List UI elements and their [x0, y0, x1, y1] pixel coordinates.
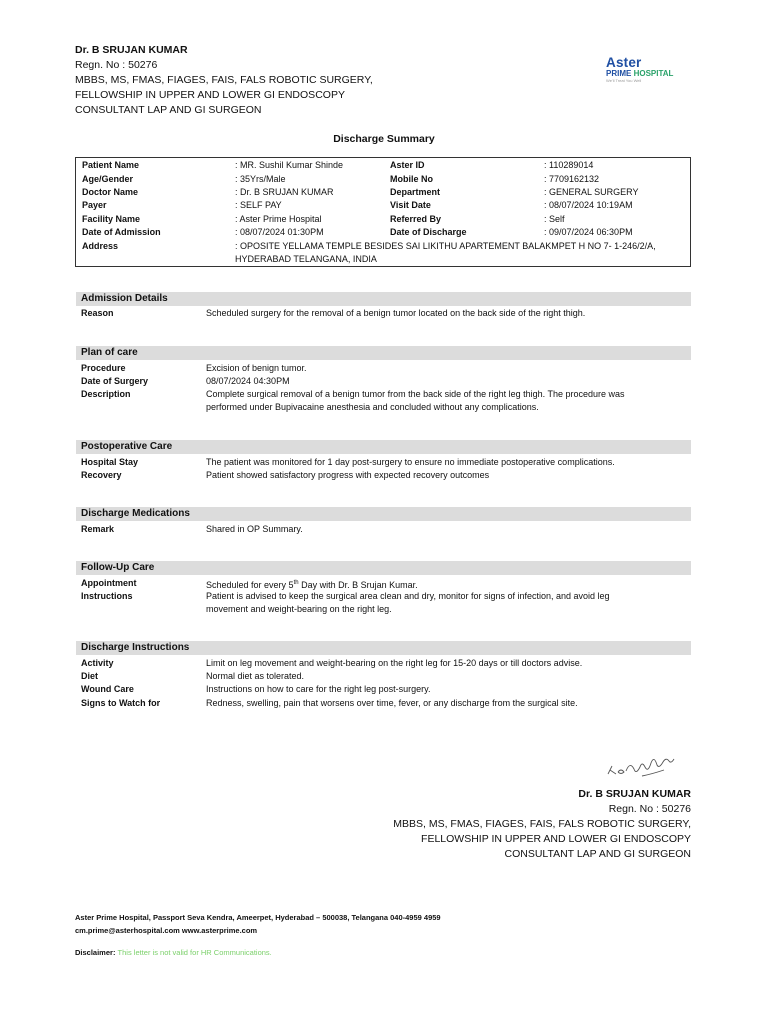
surgery-date-label: Date of Surgery	[81, 376, 149, 386]
hospital-logo	[606, 56, 684, 83]
admission-date-label: Date of Admission	[82, 227, 161, 237]
payer-value: : SELF PAY	[235, 200, 282, 210]
signature-doctor-name: Dr. B SRUJAN KUMAR	[578, 788, 691, 800]
logo-tagline: We'll Treat You Well	[606, 78, 642, 83]
section-heading-follow-up: Follow-Up Care	[76, 561, 691, 575]
signs-label: Signs to Watch for	[81, 698, 161, 708]
address-line-1: : OPOSITE YELLAMA TEMPLE BESIDES SAI LIKITHU APARTEMENT BALAKMPET H NO 7- 1-246/2/A,	[235, 241, 656, 251]
reason-label: Reason	[81, 308, 114, 318]
patient-name-value: : MR. Sushil Kumar Shinde	[235, 160, 344, 170]
disclaimer-text: This letter is not valid for HR Communications.	[117, 948, 272, 957]
doctor-header	[75, 43, 373, 118]
disclaimer-label: Disclaimer:	[75, 948, 116, 957]
signature-fellowship: FELLOWSHIP IN UPPER AND LOWER GI ENDOSCOPY	[421, 833, 691, 845]
signature-regn: Regn. No : 50276	[608, 803, 691, 815]
aster-id-label: Aster ID	[390, 160, 425, 170]
age-gender-label: Age/Gender	[82, 174, 134, 184]
referred-by-value: : Self	[544, 214, 565, 224]
description-label: Description	[81, 389, 131, 399]
instructions-line-1: Patient is advised to keep the surgical area clean and dry, monitor for signs of infection, and avoid leg	[206, 591, 610, 601]
section-heading-admission: Admission Details	[76, 292, 691, 306]
instructions-label: Instructions	[81, 591, 133, 601]
section-heading-postoperative: Postoperative Care	[76, 440, 691, 454]
signs-value: Redness, swelling, pain that worsens over time, fever, or any discharge from the surgical site.	[206, 698, 578, 708]
section-heading-discharge-instructions: Discharge Instructions	[76, 641, 691, 655]
visit-date-label: Visit Date	[390, 200, 431, 210]
footer-address: Aster Prime Hospital, Passport Seva Kendra, Ameerpet, Hyderabad – 500038, Telangana 040-4959 4959	[75, 913, 441, 922]
doctor-designation: CONSULTANT LAP AND GI SURGEON	[75, 104, 262, 116]
signature-designation: CONSULTANT LAP AND GI SURGEON	[504, 848, 691, 860]
age-gender-value: : 35Yrs/Male	[235, 174, 286, 184]
diet-value: Normal diet as tolerated.	[206, 671, 305, 681]
discharge-date-value: : 09/07/2024 06:30PM	[544, 227, 633, 237]
appointment-ordinal: th	[293, 580, 299, 586]
patient-name-label: Patient Name	[82, 160, 140, 170]
footer-contact[interactable]: cm.prime@asterhospital.com www.asterprime.com	[75, 926, 258, 935]
wound-care-value: Instructions on how to care for the right leg post-surgery.	[206, 684, 431, 694]
procedure-label: Procedure	[81, 363, 126, 373]
admission-date-value: : 08/07/2024 01:30PM	[235, 227, 324, 237]
section-heading-medications: Discharge Medications	[76, 507, 691, 521]
diet-label: Diet	[81, 671, 99, 681]
doctor-name-label: Doctor Name	[82, 187, 139, 197]
footer-disclaimer	[75, 947, 272, 959]
doctor-regn: Regn. No : 50276	[75, 59, 158, 71]
document-title: Discharge Summary	[333, 133, 435, 145]
appointment-label: Appointment	[81, 578, 137, 588]
doctor-name-value: : Dr. B SRUJAN KUMAR	[235, 187, 334, 197]
logo-hospital-text: HOSPITAL	[633, 69, 674, 78]
description-line-2: performed under Bupivacaine anesthesia and concluded without any complications.	[206, 402, 539, 412]
signature-qualifications: MBBS, MS, FMAS, FIAGES, FAIS, FALS ROBOTIC SURGERY,	[393, 818, 691, 830]
hospital-stay-label: Hospital Stay	[81, 457, 139, 467]
remark-label: Remark	[81, 524, 115, 534]
logo-prime-line	[606, 69, 684, 78]
hospital-stay-value: The patient was monitored for 1 day post-surgery to ensure no immediate postoperative complications.	[206, 457, 615, 467]
description-line-1: Complete surgical removal of a benign tumor from the back side of the right leg thigh. The procedure was	[206, 389, 625, 399]
payer-label: Payer	[82, 200, 107, 210]
signature-block	[393, 787, 691, 862]
doctor-signature	[604, 752, 690, 782]
wound-care-label: Wound Care	[81, 684, 134, 694]
surgery-date-value: 08/07/2024 04:30PM	[206, 376, 290, 386]
mobile-label: Mobile No	[390, 174, 433, 184]
instructions-line-2: movement and weight-bearing on the right leg.	[206, 604, 392, 614]
department-value: : GENERAL SURGERY	[544, 187, 639, 197]
remark-value: Shared in OP Summary.	[206, 524, 303, 534]
patient-info-box	[75, 157, 691, 267]
doctor-fellowship: FELLOWSHIP IN UPPER AND LOWER GI ENDOSCOPY	[75, 89, 345, 101]
logo-aster-text: Aster	[606, 55, 642, 70]
address-line-2: HYDERABAD TELANGANA, INDIA	[235, 254, 377, 264]
appointment-text-end: Day with Dr. B Srujan Kumar.	[298, 580, 418, 590]
mobile-value: : 7709162132	[544, 174, 600, 184]
activity-value: Limit on leg movement and weight-bearing on the right leg for 15-20 days or till doctors advise.	[206, 658, 583, 668]
reason-value: Scheduled surgery for the removal of a benign tumor located on the back side of the right thigh.	[206, 308, 586, 318]
doctor-qualifications: MBBS, MS, FMAS, FIAGES, FAIS, FALS ROBOTIC SURGERY,	[75, 74, 373, 86]
activity-label: Activity	[81, 658, 114, 668]
facility-value: : Aster Prime Hospital	[235, 214, 322, 224]
referred-by-label: Referred By	[390, 214, 442, 224]
section-heading-plan-of-care: Plan of care	[76, 346, 691, 360]
appointment-text-start: Scheduled for every 5	[206, 580, 294, 590]
discharge-date-label: Date of Discharge	[390, 227, 467, 237]
recovery-value: Patient showed satisfactory progress with expected recovery outcomes	[206, 470, 490, 480]
doctor-name: Dr. B SRUJAN KUMAR	[75, 44, 188, 56]
logo-prime-text: PRIME	[606, 69, 632, 78]
aster-id-value: : 110289014	[544, 160, 594, 170]
visit-date-value: : 08/07/2024 10:19AM	[544, 200, 633, 210]
address-label: Address	[82, 241, 119, 251]
procedure-value: Excision of benign tumor.	[206, 363, 307, 373]
facility-label: Facility Name	[82, 214, 141, 224]
recovery-label: Recovery	[81, 470, 122, 480]
department-label: Department	[390, 187, 441, 197]
